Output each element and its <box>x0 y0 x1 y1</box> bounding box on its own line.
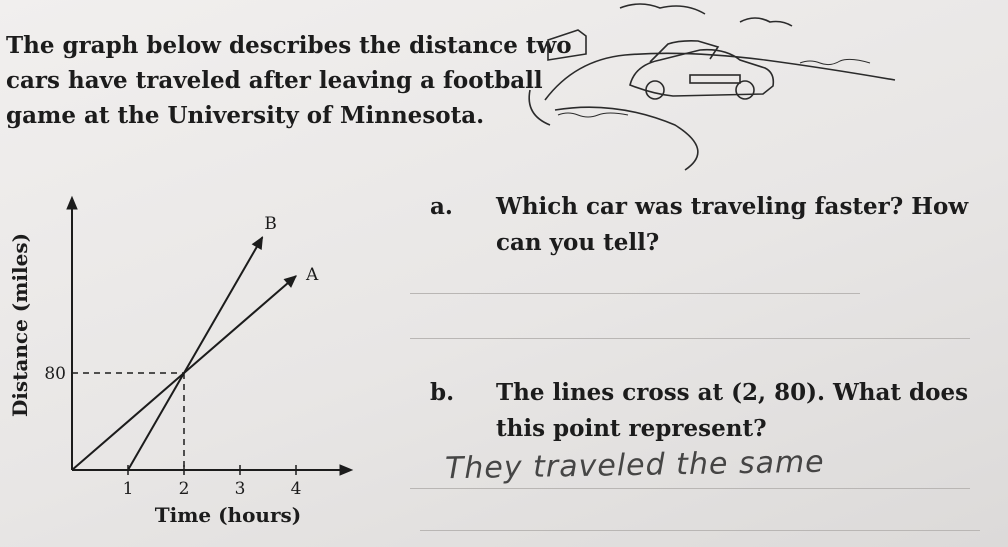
x-axis-label: Time (hours) <box>154 503 302 527</box>
question-a-line-1: Which car was traveling faster? How <box>496 193 969 220</box>
question-b <box>430 375 990 455</box>
y-tick-label: 80 <box>44 364 66 384</box>
question-b-letter: b. <box>430 379 455 406</box>
answer-line <box>410 293 860 294</box>
intro-line-2: cars have traveled after leaving a football <box>6 67 543 94</box>
series-arrow-B <box>253 237 263 249</box>
answer-line <box>410 338 970 339</box>
x-tick-label: 4 <box>290 479 302 499</box>
x-tick-label: 2 <box>178 479 190 499</box>
answer-line <box>410 488 970 489</box>
x-tick-label: 1 <box>122 479 134 499</box>
question-a-letter: a. <box>430 193 453 220</box>
y-axis-label: Distance (miles) <box>8 232 32 418</box>
question-b-line-2: this point represent? <box>496 415 767 442</box>
handwritten-answer[interactable]: They traveled the same <box>444 444 825 487</box>
question-a <box>430 189 990 269</box>
series-label-A: A <box>306 265 319 285</box>
question-b-line-1: The lines cross at (2, 80). What does <box>496 379 969 406</box>
x-axis-arrow <box>340 465 352 475</box>
series-line-B <box>128 237 262 470</box>
answer-line <box>420 530 980 531</box>
x-tick-label: 3 <box>234 479 246 499</box>
y-axis-arrow <box>67 197 77 209</box>
intro-line-3: game at the University of Minnesota. <box>6 102 485 129</box>
question-a-line-2: can you tell? <box>496 229 660 256</box>
intro-line-1: The graph below describes the distance two <box>6 32 572 59</box>
series-label-B: B <box>264 214 277 235</box>
